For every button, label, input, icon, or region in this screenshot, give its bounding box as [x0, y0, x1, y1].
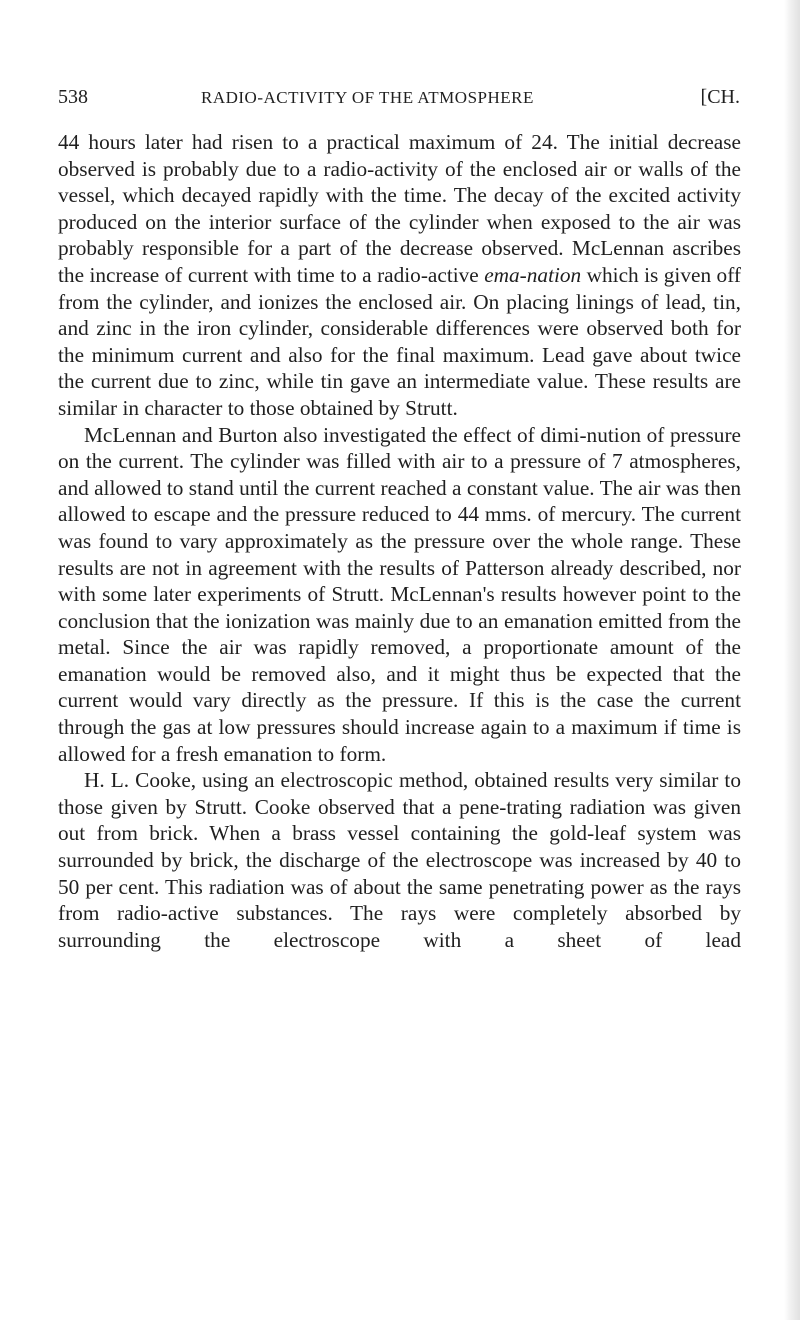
chapter-marker: [CH.: [700, 86, 740, 108]
paragraph-text: which is given off from the cylinder, and ionizes the enclosed air. On placing linings of lead, tin, and zinc in the iron cylinder, considerable differences were observed both for the minimum current and also for the final maximum. Lead gave about twice the current due to zinc, while tin gave an intermediate value. These results are similar in character to those obtained by Strutt.: [58, 262, 741, 420]
body-text: [58, 129, 741, 953]
running-head: [58, 86, 740, 116]
italic-term: ema-nation: [484, 262, 582, 287]
page-number: 538: [58, 86, 88, 108]
paragraph-continuation: [58, 129, 741, 422]
page-edge-shadow: [784, 0, 800, 1320]
paragraph-mclennan-burton: McLennan and Burton also investigated the effect of dimi-nution of pressure on the current. The cylinder was filled with air to a pressure of 7 atmospheres, and allowed to stand until the current reached a constant value. The air was then allowed to escape and the pressure reduced to 44 mms. of mercury. The current was found to vary approximately as the pressure over the whole range. These results are not in agreement with the results of Patterson already described, nor with some later experiments of Strutt. McLennan's results however point to the conclusion that the ionization was mainly due to an emanation emitted from the metal. Since the air was rapidly removed, a proportionate amount of the emanation would be removed also, and it might thus be expected that the current would vary directly as the pressure. If this is the case the current through the gas at low pressures should increase again to a maximum if time is allowed for a fresh emanation to form.: [58, 422, 741, 766]
paragraph-cooke: H. L. Cooke, using an electroscopic method, obtained results very similar to those given by Strutt. Cooke observed that a pene-trating radiation was given out from brick. When a brass vessel containing the gold-leaf system was surrounded by brick, the discharge of the electroscope was increased by 40 to 50 per cent. This radiation was of about the same penetrating power as the rays from radio-active substances. The rays were completely absorbed by surrounding the electroscope with a sheet of lead: [58, 768, 741, 952]
paragraph-text: 44 hours later had risen to a practical maximum of 24. The initial decrease observed is probably due to a radio-activity of the enclosed air or walls of the vessel, which decayed rapidly with the time. The decay of the excited activity produced on the interior surface of the cylinder when exposed to the air was probably responsible for a part of the decrease observed. McLennan ascribes the increase of current with time to a radio-active: [58, 130, 741, 287]
running-title: RADIO-ACTIVITY OF THE ATMOSPHERE: [201, 88, 534, 107]
